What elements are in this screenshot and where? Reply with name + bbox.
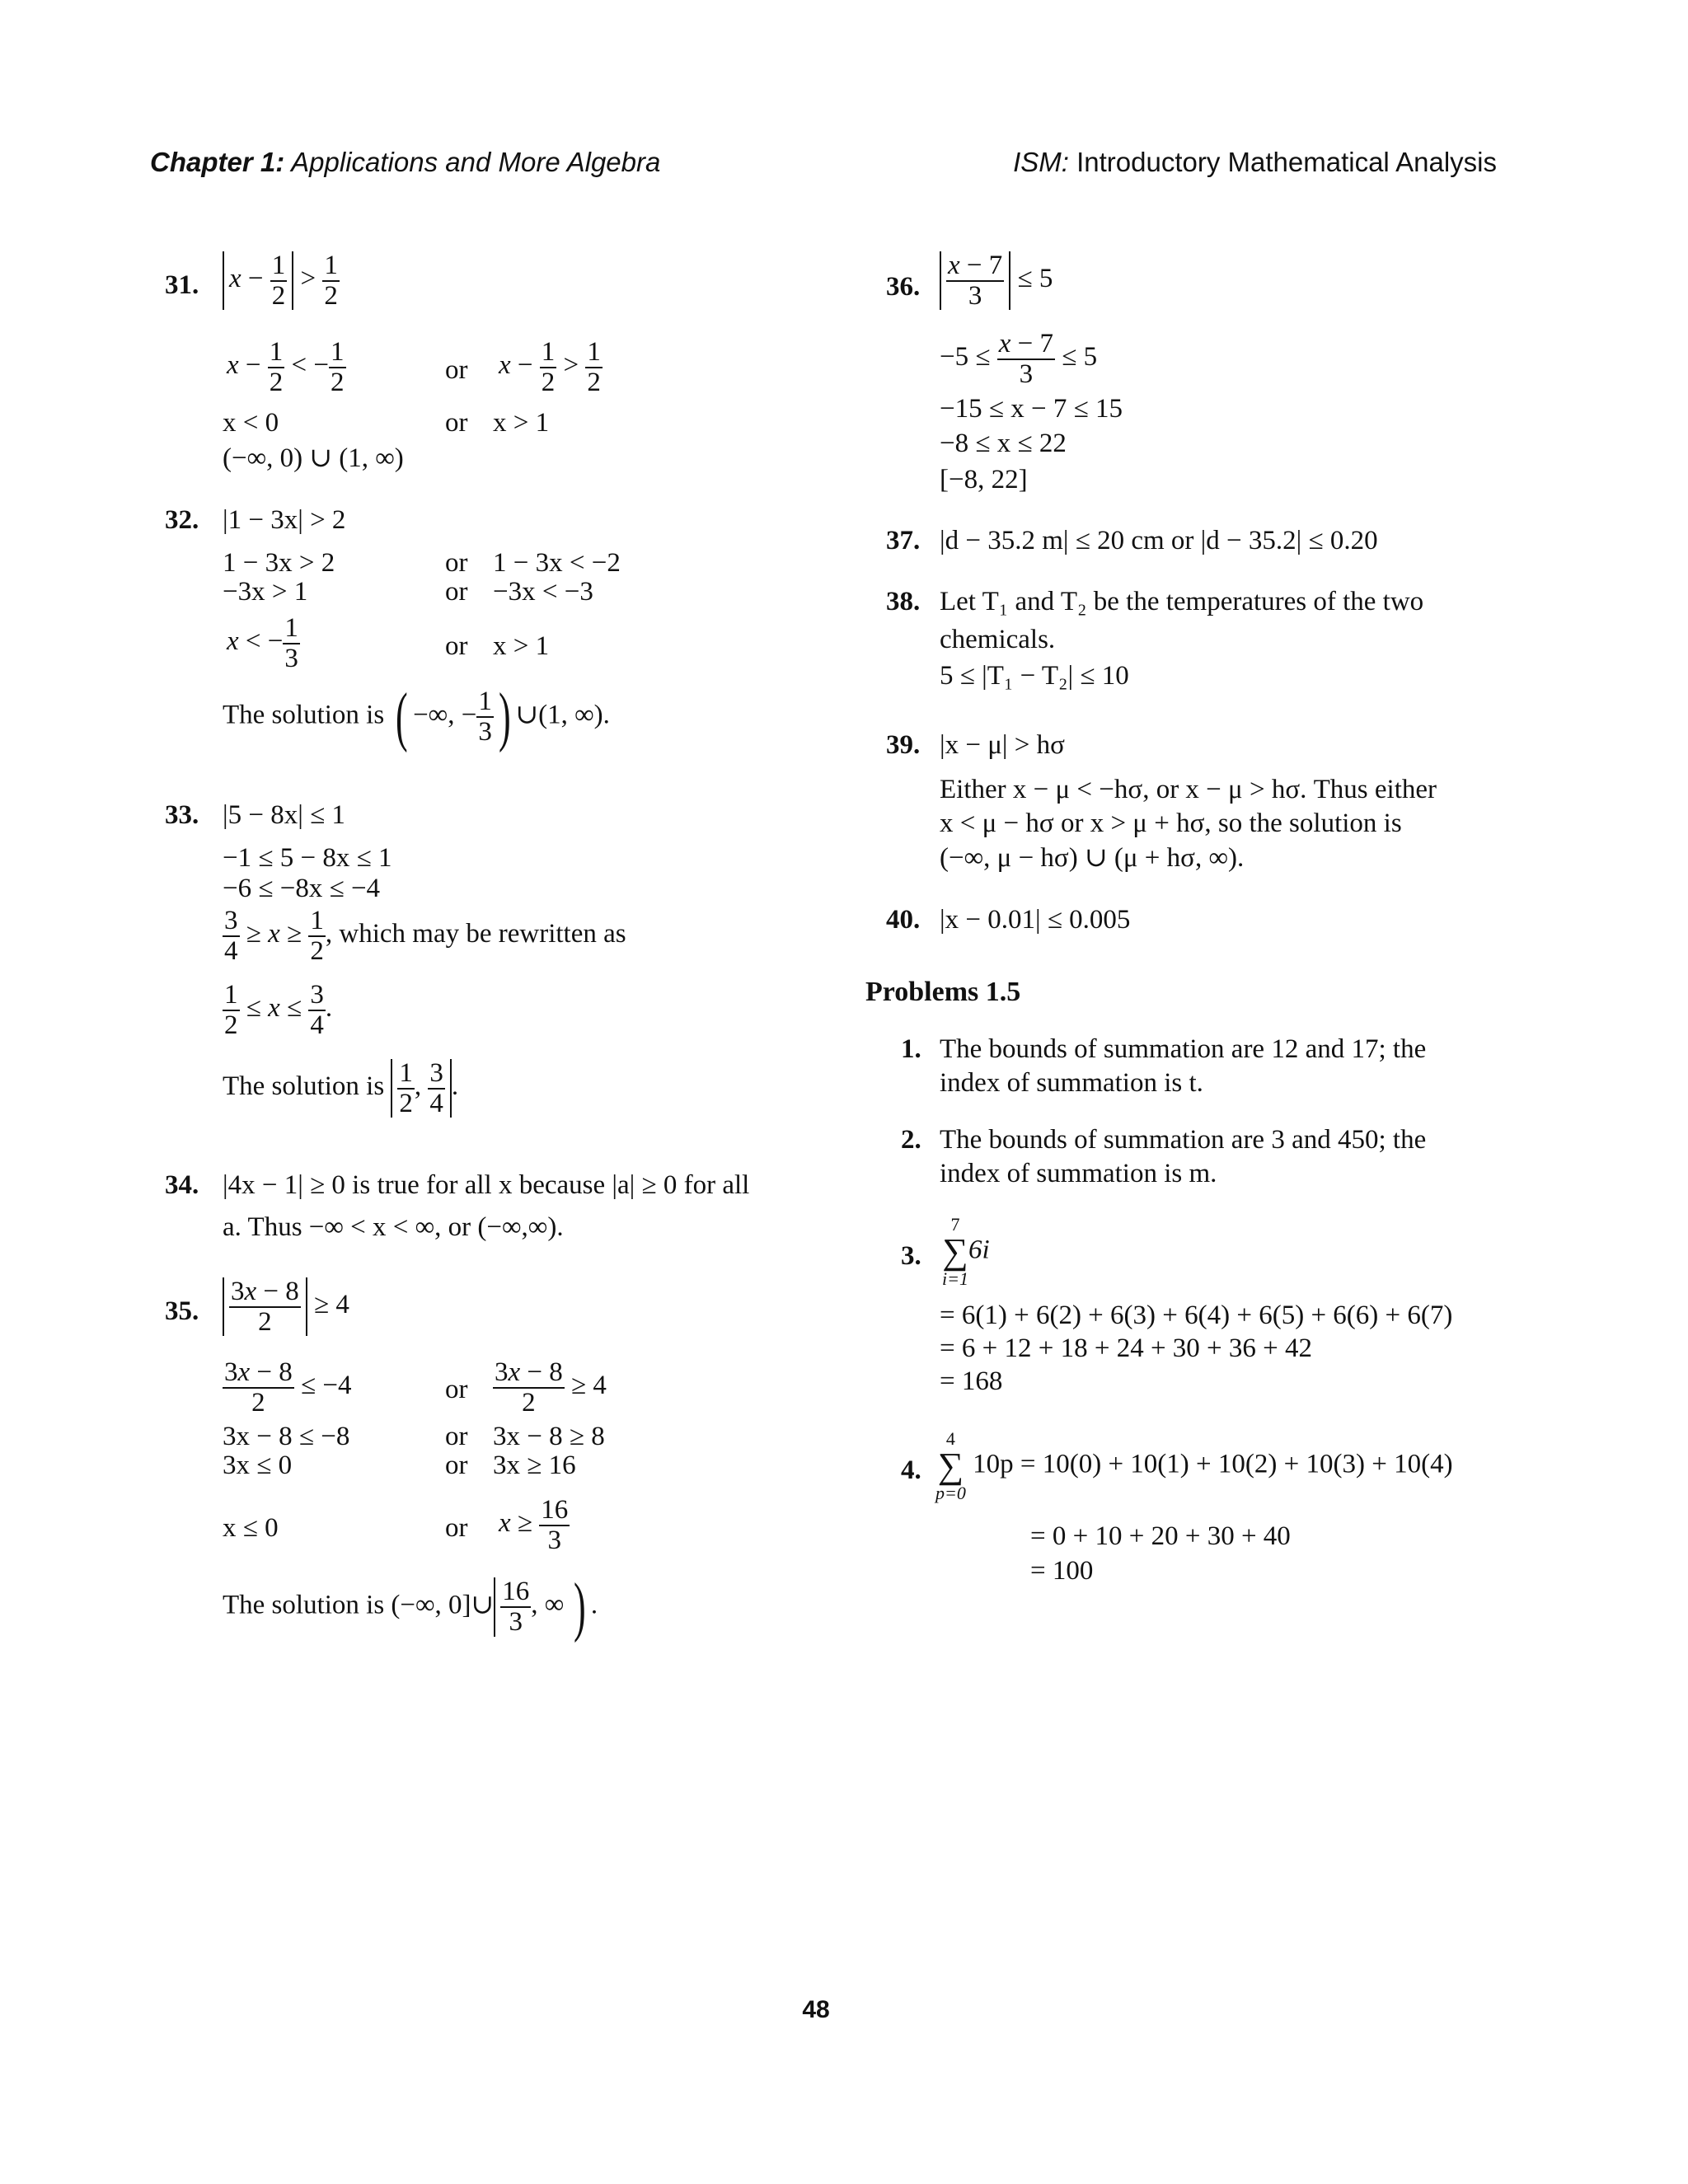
q3-r3: = 168: [940, 1366, 1003, 1396]
page-number: 48: [802, 1996, 830, 2023]
problem-31-line1a: x − $\frac{1}{2}$ < − $\frac{1}{2}$: [227, 337, 345, 397]
problem-35-r3b: 3x ≥ 16: [493, 1451, 576, 1480]
problem-32-r2b: −3x < −3: [493, 577, 593, 607]
problem-35-or-2: or: [445, 1422, 468, 1451]
problem-37-text: |d − 35.2 m| ≤ 20 cm or |d − 35.2| ≤ 0.20: [940, 526, 1378, 555]
problem-35-solution: The solution is (−∞, 0]∪ $\frac{16}{3}$ , ∞ ) .: [223, 1571, 598, 1643]
problem-31-number: 31.: [165, 270, 199, 300]
problem-31-line1b: x − $\frac{1}{2}$ > $\frac{1}{2}$: [499, 337, 601, 397]
problem-39-line3: (−∞, μ − hσ) ∪ (μ + hσ, ∞).: [940, 843, 1245, 873]
q2-number: 2.: [901, 1125, 921, 1155]
q4-number: 4.: [901, 1455, 921, 1485]
problem-32-r2a: −3x > 1: [223, 577, 308, 607]
problem-39-line2: x < μ − hσ or x > μ + hσ, so the solution is: [940, 808, 1402, 838]
problem-31-or1: or: [445, 355, 468, 385]
q3-sum: 7 ∑ i=16i: [942, 1214, 990, 1289]
problem-39-expr: |x − μ| > hσ: [940, 730, 1065, 760]
problem-35-r4a: x ≤ 0: [223, 1513, 279, 1543]
problem-32-r3b: x > 1: [493, 631, 550, 661]
q3-number: 3.: [901, 1241, 921, 1271]
book-title: Introductory Mathematical Analysis: [1068, 147, 1497, 177]
ism-label: ISM:: [1013, 147, 1069, 177]
q4-sum: 4 ∑ p=0 10p = 10(0) + 10(1) + 10(2) + 10(3) + 10(4): [935, 1428, 1453, 1503]
problem-35-r3a: 3x ≤ 0: [223, 1451, 293, 1480]
q2-line2: index of summation is m.: [940, 1159, 1217, 1188]
problem-33-solution: The solution is $\frac{1}{2}$ , $\frac{3}{4}$ .: [223, 1058, 459, 1118]
q4-r3: = 100: [1030, 1556, 1094, 1586]
problem-35-or-3: or: [445, 1451, 468, 1480]
q3-r2: = 6 + 12 + 18 + 24 + 30 + 36 + 42: [940, 1333, 1313, 1363]
problem-36-r3: −15 ≤ x − 7 ≤ 15: [940, 394, 1123, 424]
problem-35-r1a: $\frac{3x - 8}{2}$ ≤ −4: [224, 1357, 352, 1418]
problem-38-number: 38.: [886, 587, 921, 616]
problem-35-expr: $\frac{3x - 8}{2}$ ≥ 4: [223, 1277, 349, 1336]
header-right: [1013, 147, 1497, 178]
problem-34-line2: a. Thus −∞ < x < ∞, or (−∞,∞).: [223, 1212, 564, 1242]
problem-39-line1: Either x − μ < −hσ, or x − μ > hσ. Thus either: [940, 775, 1437, 804]
problem-35-r2b: 3x − 8 ≥ 8: [493, 1422, 605, 1451]
problem-32-expr: |1 − 3x| > 2: [223, 505, 346, 535]
problem-35-number: 35.: [165, 1296, 199, 1326]
problem-38-line3: 5 ≤ |T₁ − T₂| ≤ 10: [940, 661, 1129, 691]
problem-32-r3a: x < − $\frac{1}{3}$: [227, 613, 298, 673]
q3-r1: = 6(1) + 6(2) + 6(3) + 6(4) + 6(5) + 6(6) + 6(7): [940, 1301, 1453, 1330]
problem-37-number: 37.: [886, 526, 921, 555]
chapter-title: Applications and More Algebra: [284, 147, 661, 177]
problem-40-expr: |x − 0.01| ≤ 0.005: [940, 905, 1131, 935]
problem-35-r1b: $\frac{3x - 8}{2}$ ≥ 4: [495, 1357, 607, 1418]
problem-33-r2: −6 ≤ −8x ≤ −4: [223, 874, 381, 903]
problem-31-or2: or: [445, 408, 468, 438]
problem-39-number: 39.: [886, 730, 921, 760]
problem-36-r5: [−8, 22]: [940, 465, 1028, 494]
problem-34-number: 34.: [165, 1170, 199, 1200]
problem-36-expr: $\frac{x - 7}{3}$ ≤ 5: [940, 251, 1053, 310]
q1-line1: The bounds of summation are 12 and 17; the: [940, 1034, 1427, 1064]
problem-38-line1: Let T₁ and T₂ be the temperatures of the two: [940, 587, 1424, 616]
problem-32-number: 32.: [165, 505, 199, 535]
problem-32-r1a: 1 − 3x > 2: [223, 548, 335, 578]
problem-31-line2b: x > 1: [493, 408, 550, 438]
problem-33-r1: −1 ≤ 5 − 8x ≤ 1: [223, 843, 392, 873]
problem-31-line2a: x < 0: [223, 408, 279, 438]
problem-33-r3: $\frac{3}{4}$ ≥ x ≥ $\frac{1}{2}$ , which may be rewritten as: [224, 906, 626, 966]
q1-number: 1.: [901, 1034, 921, 1064]
problem-32-or-1: or: [445, 548, 468, 578]
problem-31-line3: (−∞, 0) ∪ (1, ∞): [223, 443, 404, 473]
section-heading: Problems 1.5: [865, 977, 1021, 1007]
problem-36-r1: −5 ≤ $\frac{x - 7}{3}$ ≤ 5: [940, 329, 1098, 389]
problem-36-r4: −8 ≤ x ≤ 22: [940, 429, 1067, 458]
chapter-label: Chapter 1:: [150, 147, 285, 177]
q2-line1: The bounds of summation are 3 and 450; the: [940, 1125, 1427, 1155]
q1-line2: index of summation is t.: [940, 1068, 1203, 1098]
problem-33-number: 33.: [165, 800, 199, 830]
problem-31-expr: x − $\frac{1}{2}$ > $\frac{1}{2}$: [223, 251, 340, 310]
problem-35-or-4: or: [445, 1513, 468, 1543]
q4-r2: = 0 + 10 + 20 + 30 + 40: [1030, 1521, 1291, 1551]
problem-32-or-3: or: [445, 631, 468, 661]
problem-40-number: 40.: [886, 905, 921, 935]
problem-33-r4: $\frac{1}{2}$ ≤ x ≤ $\frac{3}{4}$ .: [224, 980, 333, 1040]
problem-33-expr: |5 − 8x| ≤ 1: [223, 800, 345, 830]
problem-34-line1: |4x − 1| ≥ 0 is true for all x because |a| ≥ 0 for all: [223, 1170, 750, 1200]
problem-36-number: 36.: [886, 272, 921, 302]
problem-35-r4b: x ≥ $\frac{16}{3}$: [499, 1495, 569, 1555]
problem-32-or-2: or: [445, 577, 468, 607]
problem-32-r1b: 1 − 3x < −2: [493, 548, 621, 578]
problem-35-r2a: 3x − 8 ≤ −8: [223, 1422, 350, 1451]
problem-32-solution: The solution is ( −∞, − $\frac{1}{3}$ ) ∪(1, ∞).: [223, 681, 610, 753]
problem-38-line2: chemicals.: [940, 625, 1056, 654]
problem-35-or-1: or: [445, 1375, 468, 1404]
header-left: [150, 147, 660, 178]
